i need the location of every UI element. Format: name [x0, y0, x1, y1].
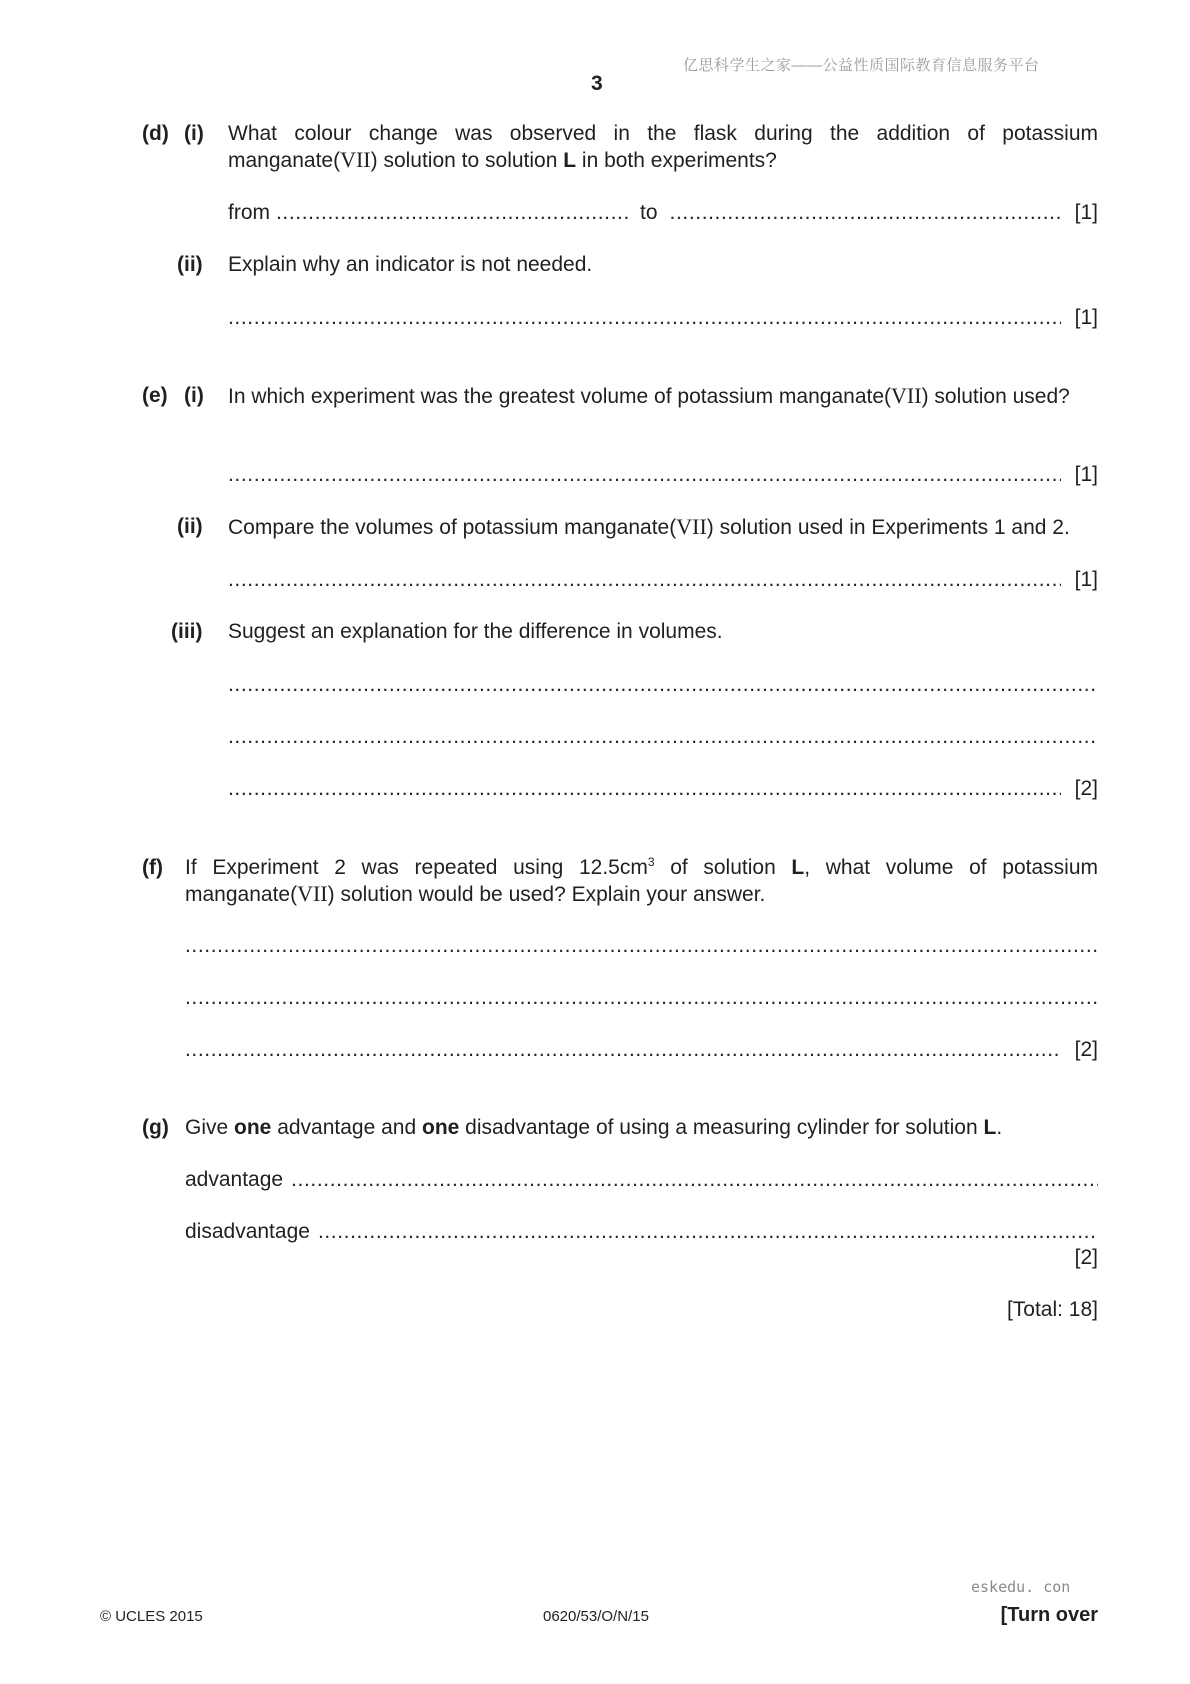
disadvantage-answer-line[interactable]: [185, 1219, 1098, 1245]
mark-d-i: [1]: [1074, 201, 1098, 224]
answer-dots[interactable]: [185, 1037, 1061, 1063]
mark-e-ii: [1]: [1074, 568, 1098, 591]
part-e-i-question: In which experiment was the greatest volume of potassium manganate(VII) solution used?: [228, 383, 1070, 408]
part-e-iii-answer-line-3[interactable]: [228, 776, 1098, 802]
advantage-answer-line[interactable]: [185, 1167, 1098, 1193]
part-e-i-number: (i): [184, 384, 204, 407]
turn-over-label: [Turn over: [1000, 1604, 1098, 1626]
mark-g: [2]: [1074, 1246, 1098, 1269]
answer-dots[interactable]: [228, 724, 1098, 750]
part-f-answer-line-2[interactable]: [185, 985, 1098, 1011]
part-d-ii-number: (ii): [177, 253, 203, 276]
part-f-answer-line-1[interactable]: [185, 933, 1098, 959]
part-e-iii-question: Suggest an explanation for the difference in volumes.: [228, 620, 723, 643]
part-g-question: Give one advantage and one disadvantage of using a measuring cylinder for solution L.: [185, 1116, 1003, 1139]
part-e-ii-answer-line[interactable]: [228, 567, 1098, 593]
part-e-iii-answer-line-2[interactable]: [228, 724, 1098, 750]
part-d-label: (d): [142, 122, 169, 145]
disadvantage-answer-dots[interactable]: [318, 1219, 1098, 1245]
part-e-ii-number: (ii): [177, 515, 203, 538]
part-d-i-question: What colour change was observed in the flask during the addition of potassium manganate(VII) solution to solution L in both experiments?: [228, 122, 1098, 172]
total-marks: [Total: 18]: [1006, 1298, 1098, 1321]
to-answer-dots[interactable]: [670, 200, 1061, 226]
mark-e-iii: [2]: [1074, 777, 1098, 800]
part-e-label: (e): [142, 384, 168, 407]
part-d-ii-question: Explain why an indicator is not needed.: [228, 253, 593, 276]
part-g-label: (g): [142, 1116, 169, 1139]
part-f-label: (f): [142, 856, 163, 879]
to-label: to: [640, 201, 658, 224]
part-e-iii-number: (iii): [171, 620, 203, 643]
answer-dots[interactable]: [228, 567, 1061, 593]
part-f-question: If Experiment 2 was repeated using $12.5cm^3$ of solution L, what volume of potassium manganate(VII) solution would be used? Explain your answer.: [185, 855, 1099, 906]
advantage-label: advantage: [185, 1168, 284, 1191]
part-d-i-answer-line[interactable]: [228, 200, 1098, 226]
disadvantage-label: disadvantage: [185, 1220, 310, 1243]
answer-dots[interactable]: [228, 462, 1061, 488]
part-d-i-number: (i): [184, 122, 204, 145]
answer-dots[interactable]: [185, 985, 1098, 1011]
mark-e-i: [1]: [1074, 463, 1098, 486]
part-e-ii-question: Compare the volumes of potassium manganate(VII) solution used in Experiments 1 and 2.: [228, 514, 1070, 539]
answer-dots[interactable]: [228, 672, 1098, 698]
footer-copyright: © UCLES 2015: [100, 1608, 203, 1625]
answer-dots[interactable]: [185, 933, 1098, 959]
advantage-answer-dots[interactable]: [291, 1167, 1098, 1193]
answer-dots[interactable]: [228, 305, 1061, 331]
mark-f: [2]: [1074, 1038, 1098, 1061]
page-number: 3: [591, 72, 603, 95]
part-d-ii-answer-line[interactable]: [228, 305, 1098, 331]
from-answer-dots[interactable]: [276, 200, 628, 226]
answer-dots[interactable]: [228, 776, 1061, 802]
part-e-iii-answer-line-1[interactable]: [228, 672, 1098, 698]
mark-d-ii: [1]: [1074, 306, 1098, 329]
part-f-answer-line-3[interactable]: [185, 1037, 1098, 1063]
header-watermark: 亿思科学生之家——公益性质国际教育信息服务平台: [683, 57, 1040, 74]
from-label: from: [228, 201, 270, 224]
footer-site-watermark: eskedu. con: [971, 1578, 1071, 1596]
footer-paper-code: 0620/53/O/N/15: [543, 1608, 649, 1625]
part-e-i-answer-line[interactable]: [228, 462, 1098, 488]
